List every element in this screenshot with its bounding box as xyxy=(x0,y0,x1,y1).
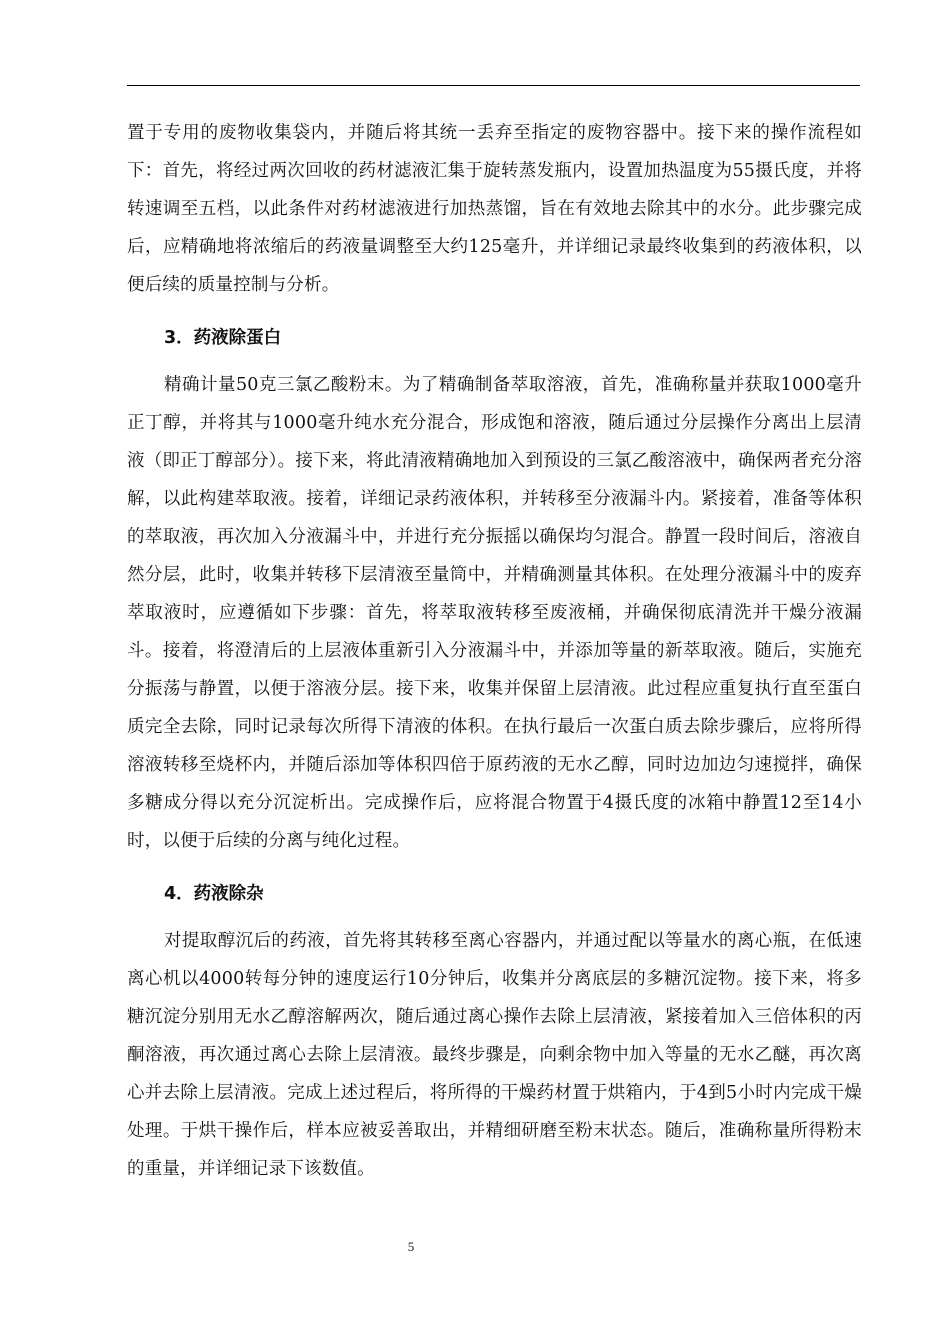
paragraph-section-4: 对提取醇沉后的药液，首先将其转移至离心容器内，并通过配以等量水的离心瓶，在低速离心机以4000转每分钟的速度运行10分钟后，收集并分离底层的多糖沉淀物。接下来，将多糖沉淀分别用无水乙醇溶解两次，随后通过离心操作去除上层清液，紧接着加入三倍体积的丙酮溶液，再次通过离心去除上层清液。最终步骤是，向剩余物中加入等量的无水乙醚，再次离心并去除上层清液。完成上述过程后，将所得的干燥药材置于烘箱内，于4到5小时内完成干燥处理。于烘干操作后，样本应被妥善取出，并精细研磨至粉末状态。随后，准确称量所得粉末的重量，并详细记录下该数值。 xyxy=(127,931,862,1179)
page-number: 5 xyxy=(407,1239,415,1254)
paragraph-continuation: 置于专用的废物收集袋内，并随后将其统一丢弃至指定的废物容器中。接下来的操作流程如下：首先，将经过两次回收的药材滤液汇集于旋转蒸发瓶内，设置加热温度为55摄氏度，并将转速调至五档，以此条件对药材滤液进行加热蒸馏，旨在有效地去除其中的水分。此步骤完成后，应精确地将浓缩后的药液量调整至大约125毫升，并详细记录最终收集到的药液体积，以便后续的质量控制与分析。 xyxy=(127,123,862,295)
section-heading-4: 4．药液除杂 xyxy=(164,884,264,904)
paragraph-section-3: 精确计量50克三氯乙酸粉末。为了精确制备萃取溶液，首先，准确称量并获取1000毫升正丁醇，并将其与1000毫升纯水充分混合，形成饱和溶液，随后通过分层操作分离出上层清液（即正丁醇部分）。接下来，将此清液精确地加入到预设的三氯乙酸溶液中，确保两者充分溶解，以此构建萃取液。接着，详细记录药液体积，并转移至分液漏斗内。紧接着，准备等体积的萃取液，再次加入分液漏斗中，并进行充分振摇以确保均匀混合。静置一段时间后，溶液自然分层，此时，收集并转移下层清液至量筒中，并精确测量其体积。在处理分液漏斗中的废弃萃取液时，应遵循如下步骤：首先，将萃取液转移至废液桶，并确保彻底清洗并干燥分液漏斗。接着，将澄清后的上层液体重新引入分液漏斗中，并添加等量的新萃取液。随后，实施充分振荡与静置，以便于溶液分层。接下来，收集并保留上层清液。此过程应重复执行直至蛋白质完全去除，同时记录每次所得下清液的体积。在执行最后一次蛋白质去除步骤后，应将所得溶液转移至烧杯内，并随后添加等体积四倍于原药液的无水乙醇，同时边加边匀速搅拌，确保多糖成分得以充分沉淀析出。完成操作后，应将混合物置于4摄氏度的冰箱中静置12至14小时，以便于后续的分离与纯化过程。 xyxy=(127,375,862,851)
section-heading-3: 3．药液除蛋白 xyxy=(164,328,282,348)
header-rule xyxy=(127,85,860,86)
document-body xyxy=(127,114,862,1188)
